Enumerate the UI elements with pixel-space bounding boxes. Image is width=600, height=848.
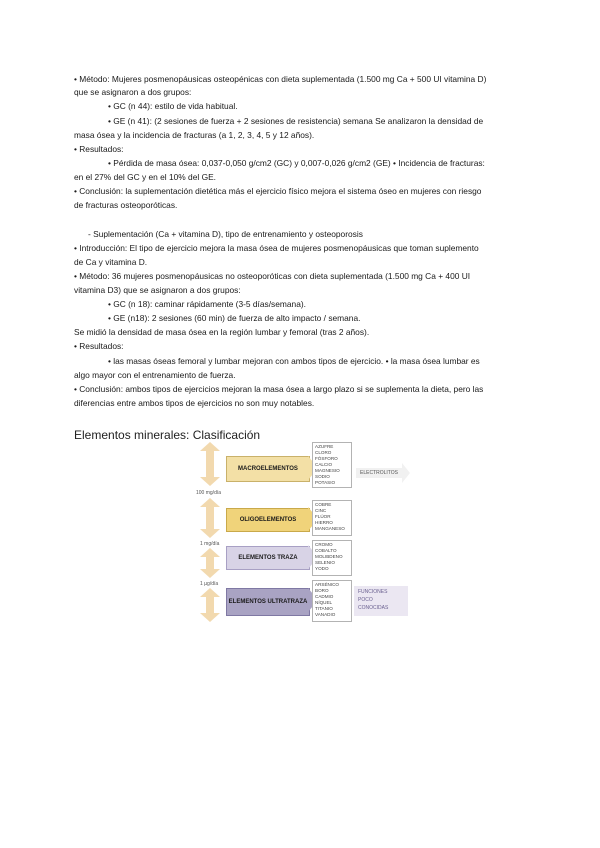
s2-gc: • GC (n 18): caminar rápidamente (3-5 días/semana). (108, 299, 306, 309)
s2-res1: • las masas óseas femoral y lumbar mejoran con ambos tipos de ejercicio. • la masa ósea lumbar es (108, 356, 480, 366)
list-item: MAGNESIO (315, 468, 340, 473)
list-item: CROMO (315, 542, 333, 547)
list-item: VANADIO (315, 612, 336, 617)
s2-ge: • GE (n18): 2 sesiones (60 min) de fuerza de alto impacto / semana. (108, 313, 361, 323)
arrow-tip-icon (402, 463, 410, 483)
list-item: BORO (315, 588, 329, 593)
threshold-label: 100 mg/día (196, 490, 222, 496)
s1-perdida-cont: en el 27% del GC y en el 10% del GE. (74, 172, 216, 182)
s1-perdida: • Pérdida de masa ósea: 0,037-0,050 g/cm2 (GC) y 0,007-0,026 g/cm2 (GE) • Incidencia de fracturas: (108, 158, 485, 168)
list-item: CINC (315, 508, 327, 513)
s2-resultados: • Resultados: (74, 341, 124, 351)
list-item: AZUFRE (315, 444, 334, 449)
s2-res2: algo mayor con el entrenamiento de fuerza. (74, 370, 236, 380)
double-arrow-icon (200, 548, 220, 578)
double-arrow-icon (200, 442, 220, 486)
s2-intro: • Introducción: El tipo de ejercicio mejora la masa ósea de mujeres posmenopáusicas que toman suplemento (74, 243, 479, 253)
s2-title: - Suplementación (Ca + vitamina D), tipo de entrenamiento y osteoporosis (88, 229, 363, 239)
s2-medio: Se midió la densidad de masa ósea en la región lumbar y femoral (tras 2 años). (74, 327, 370, 337)
s2-conclusion: • Conclusión: ambos tipos de ejercicios mejoran la masa ósea a largo plazo si se suplementa la dieta, pero las (74, 384, 484, 394)
section-heading: Elementos minerales: Clasificación (74, 428, 261, 442)
s2-conclusion-cont: diferencias entre ambos tipos de ejercicios no son muy notables. (74, 398, 315, 408)
element-list-macro (312, 442, 352, 488)
list-item: TITANIO (315, 606, 333, 611)
list-item: CADMIO (315, 594, 334, 599)
list-item: FÓSFORO (315, 456, 338, 461)
funciones-box (354, 586, 408, 616)
s2-metodo-cont: vitamina D3) que se asignaron a dos grupos: (74, 285, 241, 295)
category-label: OLIGOELEMENTOS (239, 516, 297, 523)
s1-conclusion-cont: de fracturas osteoporóticas. (74, 200, 178, 210)
category-elementos-traza (226, 546, 310, 570)
list-item: CALCIO (315, 462, 333, 467)
list-item: SELENIO (315, 560, 335, 565)
s1-ge: • GE (n 41): (2 sesiones de fuerza + 2 sesiones de resistencia) semana Se analizaron la densidad de (108, 116, 484, 126)
funciones-label: POCO (358, 597, 373, 603)
list-item: YODO (315, 566, 329, 571)
category-label: ELEMENTOS ULTRATRAZA (228, 598, 308, 605)
category-elementos-ultratraza (226, 588, 310, 616)
funciones-label: CONOCIDAS (358, 605, 389, 611)
list-item: CLORO (315, 450, 332, 455)
list-item: MANGANESO (315, 526, 345, 531)
list-item: COBRE (315, 502, 332, 507)
funciones-label: FUNCIONES (358, 589, 388, 595)
category-oligoelementos (226, 508, 310, 532)
s2-metodo: • Método: 36 mujeres posmenopáusicas no osteoporóticas con dieta suplementada (1.500 mg Ca + 400 UI (74, 271, 471, 281)
s2-intro-cont: de Ca y vitamina D. (74, 257, 148, 267)
s1-resultados: • Resultados: (74, 144, 124, 154)
list-item: SODIO (315, 474, 330, 479)
list-item: POTASIO (315, 480, 336, 485)
list-item: NÍQUEL (315, 600, 333, 605)
threshold-label: 1 mg/día (200, 541, 220, 547)
list-item: HIERRO (315, 520, 333, 525)
double-arrow-icon (200, 588, 220, 622)
list-item: MOLIBDENO (315, 554, 343, 559)
electrolitos-label: ELECTROLITOS (360, 470, 398, 476)
electrolitos-arrow (356, 468, 402, 478)
category-label: ELEMENTOS TRAZA (238, 554, 298, 561)
s1-metodo-cont: que se asignaron a dos grupos: (74, 87, 192, 97)
element-list-oligo (312, 500, 352, 536)
threshold-label: 1 µg/día (200, 581, 219, 587)
double-arrow-icon (200, 498, 220, 538)
mineral-classification-figure (196, 440, 412, 624)
s1-conclusion: • Conclusión: la suplementación dietética más el ejercicio físico mejora el sistema óseo en mujeres con riesgo (74, 186, 482, 196)
s1-metodo: • Método: Mujeres posmenopáusicas osteopénicas con dieta suplementada (1.500 mg Ca + 500 UI vitamina D) (74, 74, 487, 84)
category-label: MACROELEMENTOS (238, 465, 298, 472)
category-macroelementos (226, 456, 310, 482)
s1-ge-cont: masa ósea y la incidencia de fracturas (a 1, 2, 3, 4, 5 y 12 años). (74, 130, 315, 140)
list-item: ARSÉNICO (315, 582, 339, 587)
list-item: FLÚOR (315, 514, 331, 519)
list-item: COBALTO (315, 548, 337, 553)
element-list-traza (312, 540, 352, 576)
s1-gc: • GC (n 44): estilo de vida habitual. (108, 101, 238, 111)
element-list-ultratraza (312, 580, 352, 622)
